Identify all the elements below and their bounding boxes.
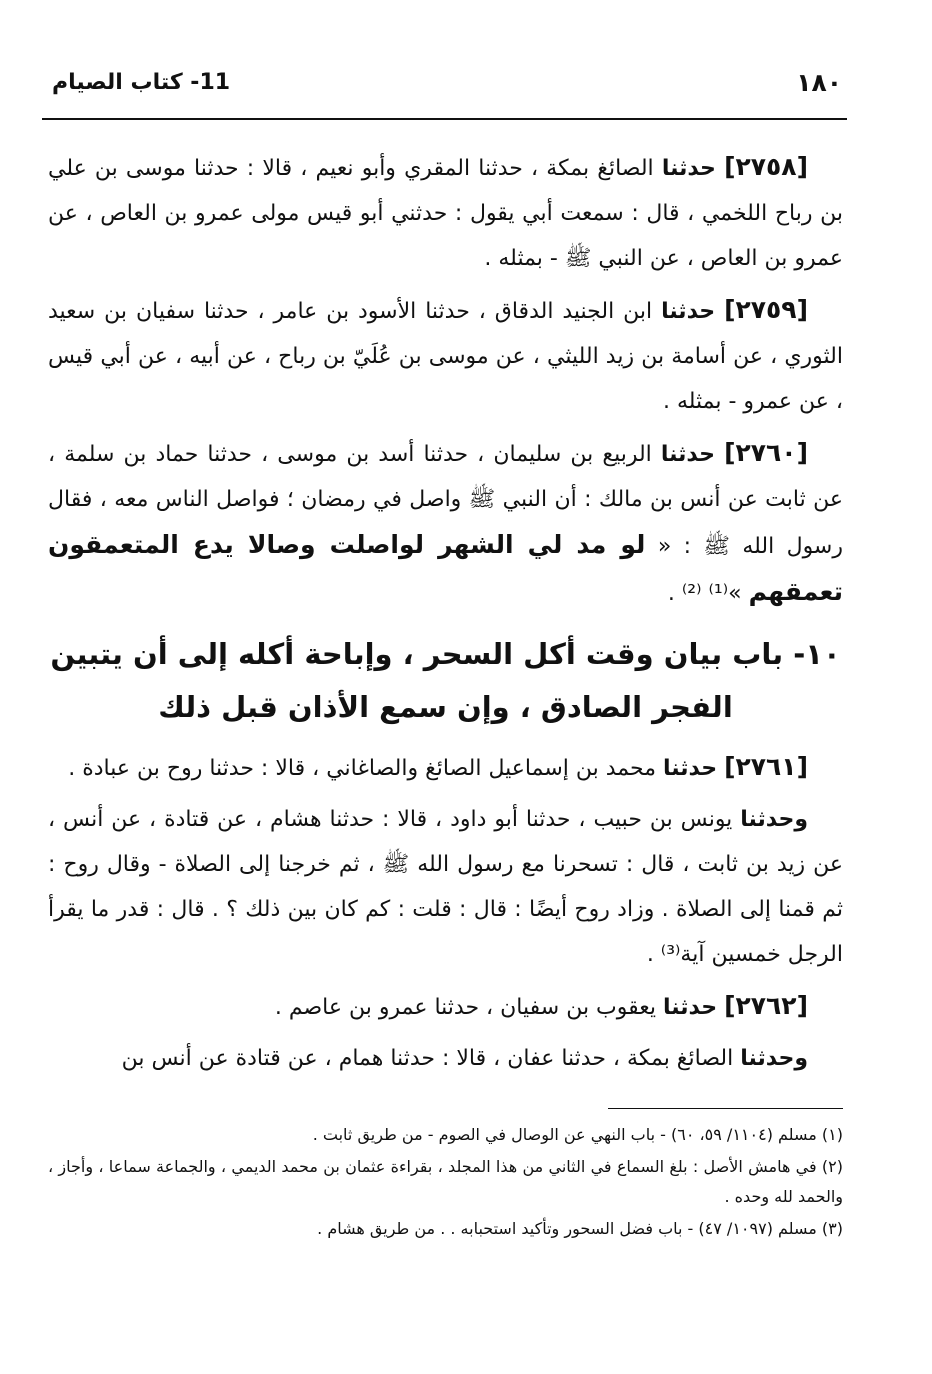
hadith-number: [٢٧٦٠] xyxy=(724,438,809,467)
hadith-quote: لو مد لي الشهر لواصلت وصالا يدع المتعمقون تعمقهم xyxy=(48,530,843,606)
hadith-text: يعقوب بن سفيان ، حدثنا عمرو بن عاصم . xyxy=(274,995,656,1020)
hadith-text: الصائغ بمكة ، حدثنا المقري وأبو نعيم ، قالا : حدثنا موسى بن علي بن رباح اللخمي ، قال : سمعت أبي يقول : حدثني أبو قيس مولى عمرو بن العاص ، عن عمرو بن العاص ، عن النبي ﷺ - بمثله . xyxy=(48,156,843,271)
hadith-text: الصائغ بمكة ، حدثنا عفان ، قالا : حدثنا همام ، عن قتادة عن أنس بن xyxy=(121,1046,734,1071)
hadith-text: يونس بن حبيب ، حدثنا أبو داود ، قالا : حدثنا هشام ، عن قتادة ، عن أنس ، عن زيد بن ثابت ، قال : تسحرنا مع رسول الله ﷺ ، ثم خرجنا إلى الصلاة - وقال روح : ثم قمنا إلى الصلاة . وزاد روح أيضًا : قال : قلت : كم كان بين ذلك ؟ . قال : قدر ما يقرأ الرجل خمسين آية⁽³⁾ . xyxy=(48,807,843,967)
hadith-2759 xyxy=(48,287,843,424)
hadith-2762-second-chain xyxy=(48,1036,843,1081)
hadith-2761 xyxy=(48,744,843,791)
hadith-tail: »⁽¹⁾ ⁽²⁾ . xyxy=(667,581,742,606)
hadith-text: محمد بن إسماعيل الصائغ والصاغاني ، قالا : حدثنا روح بن عبادة . xyxy=(68,756,656,781)
hadith-2760 xyxy=(48,430,843,616)
page-header xyxy=(42,64,842,108)
narration-lead: حدثنا xyxy=(661,299,716,324)
chapter-title: 11- كتاب الصيام xyxy=(52,70,231,95)
header-rule xyxy=(42,118,847,120)
narration-lead: حدثنا xyxy=(661,156,716,181)
narration-lead: حدثنا xyxy=(660,442,715,467)
narration-lead: وحدثنا xyxy=(740,807,808,832)
footnote-2: (٢) في هامش الأصل : بلغ السماع في الثاني من هذا المجلد ، بقراءة عثمان بن محمد الديمي ، والجماعة سماعا ، وأجاز ، والحمد لله وحده . xyxy=(48,1157,843,1206)
narration-lead: حدثنا xyxy=(663,756,718,781)
hadith-2758 xyxy=(48,144,843,281)
footnote-rule xyxy=(608,1108,843,1109)
hadith-2762 xyxy=(48,983,843,1030)
hadith-number: [٢٧٥٩] xyxy=(724,295,808,324)
hadith-number: [٢٧٦١] xyxy=(724,752,808,781)
page-number: ١٨٠ xyxy=(796,68,842,97)
hadith-text: ابن الجنيد الدقاق ، حدثنا الأسود بن عامر ، حدثنا سفيان بن سعيد الثوري ، عن أسامة بن زيد الليثي ، عن موسى بن عُلَيّ بن رباح ، عن أبيه ، عن أبي قيس ، عن عمرو - بمثله . xyxy=(48,299,843,414)
main-text xyxy=(48,144,843,1087)
section-heading: ١٠- باب بيان وقت أكل السحر ، وإباحة أكله إلى أن يتبين الفجر الصادق ، وإن سمع الأذان قبل ذلك xyxy=(50,637,841,724)
hadith-2761-second-chain xyxy=(48,797,843,977)
hadith-text: الربيع بن سليمان ، حدثنا أسد بن موسى ، حدثنا حماد بن سلمة ، عن ثابت عن أنس بن مالك : أن النبي ﷺ واصل في رمضان ؛ فواصل الناس معه ، فقال رسول الله ﷺ : « xyxy=(48,442,843,559)
hadith-number: [٢٧٥٨] xyxy=(724,152,809,181)
hadith-number: [٢٧٦٢] xyxy=(724,991,808,1020)
narration-lead: حدثنا xyxy=(663,995,718,1020)
footnote-3: (٣) مسلم (١٠٩٧/ ٤٧) - باب فضل السحور وتأكيد استحبابه . . من طريق هشام . xyxy=(317,1219,843,1238)
narration-lead: وحدثنا xyxy=(740,1046,808,1071)
footnotes xyxy=(48,1120,843,1246)
footnote-1: (١) مسلم (١١٠٤/ ٥٩، ٦٠) - باب النهي عن الوصال في الصوم - من طريق ثابت . xyxy=(312,1125,843,1144)
